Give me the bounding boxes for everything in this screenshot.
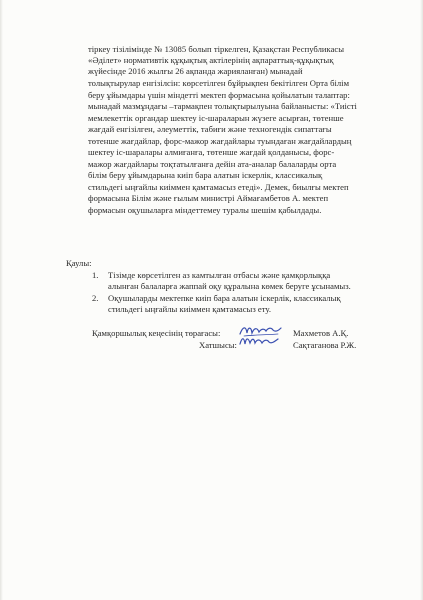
decision-number: 1. xyxy=(92,270,99,280)
body-line: шектеу іс-шаралары алмиғанға, төтенше жағдай қолданысы, форс- xyxy=(88,147,335,157)
decision-text: стильдегі ыңғайлы киіммен қамтамасыз ету. xyxy=(108,304,272,314)
chair-label: Қамқоршылық кеңесінің төрағасы: xyxy=(92,328,221,338)
chair-name: Махметов А.Қ. xyxy=(293,328,349,338)
body-line: формасын оқушыларға міндеттемеу туралы шешім қабылдады. xyxy=(88,205,322,215)
decision-number: 2. xyxy=(92,293,99,303)
decision-text: Оқушыларды мектепке киіп бара алатын іскерлік, классикалық xyxy=(108,293,341,303)
body-line: «Әділет» нормативтік құқықтық актілерінің ақпараттық-құқықтық xyxy=(88,55,334,65)
body-line: формасына Білім және ғылым министрі Аймағамбетов А. мектеп xyxy=(88,193,329,203)
secretary-signature xyxy=(238,334,280,350)
decision-text: Тізімде көрсетілген аз камтылған отбасы және қамқорлыққа xyxy=(108,270,331,280)
decision-heading: Қаулы: xyxy=(66,258,92,268)
body-line: мажор жағдайлары тоқтатылғанға дейін ата-аналар балаларды орта xyxy=(88,159,337,169)
body-line: білім беру ұйымдарына киіп бара алатын іскерлік, классикалық xyxy=(88,170,323,180)
scan-edge-left xyxy=(0,0,3,600)
body-line: стильдегі ыңғайлы киіммен қамтамасыз етеді». Демек, биылғы мектеп xyxy=(88,182,349,192)
body-line: мынадай мазмұндағы –тармақпен толықтырылуына байланысты: «Тиісті xyxy=(88,101,357,111)
secretary-label: Хатшысы: xyxy=(199,340,237,350)
secretary-name: Сақтаганова Р.Ж. xyxy=(293,340,357,350)
decision-text: алынған балаларға жаппай оқу құралына көмек беруге ұсынамыз. xyxy=(108,281,351,291)
body-line: жағдай енгізілген, әлеуметтік, табиғи және техногендік сипаттағы xyxy=(88,124,332,134)
body-line: беру ұйымдары үшін міндетті мектеп формасына қойылатын талаптар: xyxy=(88,90,350,100)
body-line: жүйесінде 2016 жылғы 26 ақпанда жарияланған) мынадай xyxy=(88,66,303,76)
body-line: толықтырулар енгізілсін: көрсетілген бұйрықпен бекітілген Орта білім xyxy=(88,78,350,88)
body-line: мемлекеттік органдар шектеу іс-шараларын жүзеге асырған, төтенше xyxy=(88,113,344,123)
body-line: төтенше жағдайлар, форс-мажор жағдайлары туындаған жағдайлардың xyxy=(88,136,352,146)
body-line: тіркеу тізілімінде № 13085 болып тіркелген, Қазақстан Республикасы xyxy=(88,44,345,54)
